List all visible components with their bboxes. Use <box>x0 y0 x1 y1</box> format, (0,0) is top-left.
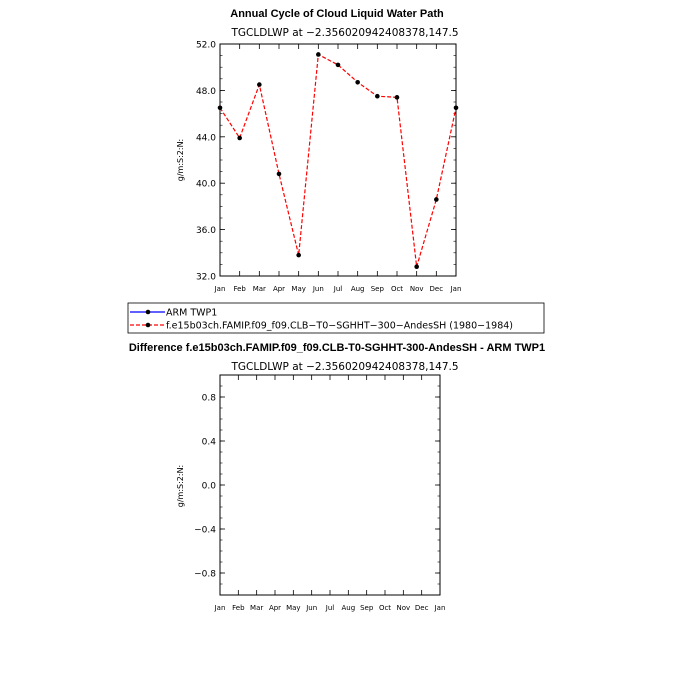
chart2-xtick-label: Nov <box>396 604 411 612</box>
chart1-data-point <box>454 106 459 111</box>
chart1-title: Annual Cycle of Cloud Liquid Water Path <box>230 8 444 20</box>
chart1-ytick-label: 44.0 <box>195 133 216 144</box>
chart1-ytick-label: 48.0 <box>195 86 216 97</box>
chart1-data-point <box>336 63 341 68</box>
chart1-data-point <box>414 264 419 269</box>
chart1-xtick-label: Feb <box>233 285 246 293</box>
chart2-ytick-label: 0.4 <box>201 437 216 448</box>
chart1-frame <box>220 44 456 276</box>
chart2-ytick-label: −0.8 <box>194 569 216 580</box>
chart1-data-point <box>316 52 321 57</box>
chart1-data-point <box>237 136 242 141</box>
chart2-subtitle: TGCLDLWP at −2.356020942408378,147.5 <box>231 361 459 373</box>
chart2-xtick-label: Jun <box>306 604 318 612</box>
chart1-series-line-1 <box>220 54 456 266</box>
chart1-plot <box>196 41 461 294</box>
chart2-ylabel: g/m:S:2:N: <box>176 464 185 508</box>
chart1-ytick-label: 32.0 <box>195 272 216 283</box>
chart1-data-point <box>395 95 400 100</box>
chart2-xtick-label: Sep <box>360 604 374 612</box>
chart1-xtick-label: Jul <box>333 285 343 293</box>
chart1-ylabel: g/m:S:2:N: <box>176 138 185 182</box>
chart2-xtick-label: Jul <box>325 604 335 612</box>
chart2-xtick-label: Jan <box>434 604 446 612</box>
chart1-ytick-label: 52.0 <box>195 40 216 51</box>
chart1-xtick-label: Apr <box>272 285 286 293</box>
legend-label-model: f.e15b03ch.FAMIP.f09_f09.CLB−T0−SGHHT−300−AndesSH (1980−1984) <box>166 320 513 332</box>
chart2-frame <box>220 375 440 595</box>
legend <box>128 303 544 333</box>
legend-marker-model <box>146 323 151 328</box>
chart1-data-point <box>434 197 439 202</box>
chart2-xtick-label: Feb <box>232 604 245 612</box>
chart1-data-point <box>218 106 223 111</box>
chart2-ytick-label: 0.8 <box>201 393 216 404</box>
chart1-data-point <box>296 253 301 258</box>
chart2-ytick-label: 0.0 <box>201 481 216 492</box>
chart1-xtick-label: Dec <box>429 285 444 293</box>
chart2-ytick-label: −0.4 <box>194 525 216 536</box>
legend-label-arm: ARM TWP1 <box>166 307 218 319</box>
chart2-title: Difference f.e15b03ch.FAMIP.f09_f09.CLB-T0-SGHHT-300-AndesSH - ARM TWP1 <box>128 342 546 354</box>
chart1-xtick-label: Nov <box>409 285 424 293</box>
chart2-plot <box>194 375 445 612</box>
chart1-data-point <box>257 82 262 87</box>
chart2-xtick-label: Aug <box>341 604 356 612</box>
chart1-data-point <box>375 94 380 99</box>
chart1-data-point <box>277 172 282 177</box>
chart2-xtick-label: Mar <box>250 604 264 612</box>
chart1-xtick-label: Oct <box>390 285 404 293</box>
chart2-xtick-label: Jan <box>214 604 226 612</box>
chart1-xtick-label: Jun <box>312 285 324 293</box>
chart1-data-point <box>355 80 360 85</box>
chart1-xtick-label: May <box>291 285 306 293</box>
chart1-xtick-label: Mar <box>252 285 266 293</box>
chart2-xtick-label: Dec <box>414 604 429 612</box>
chart1-xtick-label: Sep <box>370 285 384 293</box>
chart1-xtick-label: Jan <box>450 285 462 293</box>
chart1-ytick-label: 40.0 <box>195 179 216 190</box>
legend-marker-arm <box>146 310 151 315</box>
chart2-xtick-label: Apr <box>268 604 282 612</box>
chart1-xtick-label: Aug <box>350 285 365 293</box>
chart1-subtitle: TGCLDLWP at −2.356020942408378,147.5 <box>231 27 459 39</box>
chart1-xtick-label: Jan <box>214 285 226 293</box>
chart2-xtick-label: Oct <box>378 604 392 612</box>
chart2-xtick-label: May <box>286 604 301 612</box>
chart1-ytick-label: 36.0 <box>195 226 216 237</box>
